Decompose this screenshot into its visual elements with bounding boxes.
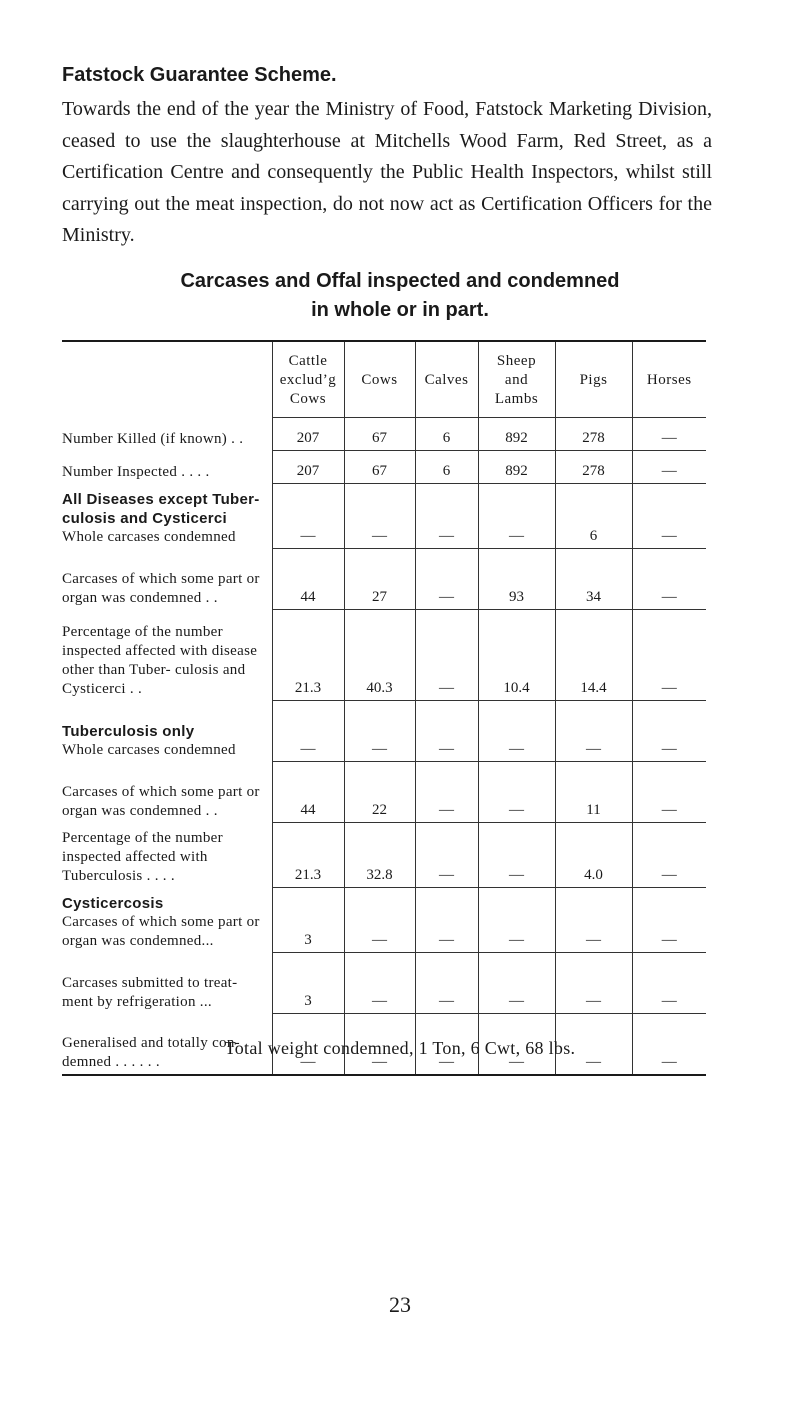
table-cell: — bbox=[632, 451, 706, 484]
table-row bbox=[62, 823, 706, 888]
inspection-table bbox=[62, 340, 706, 1076]
table-cell: 3 bbox=[272, 953, 344, 1014]
table-cell: — bbox=[344, 701, 415, 762]
row-label bbox=[62, 610, 272, 701]
header-cattle: Cattle exclud’g Cows bbox=[272, 341, 344, 418]
row-label bbox=[62, 549, 272, 610]
table-title: Carcases and Offal inspected and condemned bbox=[180, 270, 620, 292]
table-row bbox=[62, 484, 706, 549]
row-label bbox=[62, 418, 272, 451]
table-cell: — bbox=[272, 1014, 344, 1076]
table-cell: — bbox=[344, 888, 415, 953]
row-label-text: Carcases of which some part or organ was condemned . . bbox=[62, 783, 260, 819]
table-header-row bbox=[62, 341, 706, 418]
page-number: 23 bbox=[389, 1292, 411, 1317]
row-label-text: Carcases of which some part or organ was condemned... bbox=[62, 913, 260, 949]
table-cell: 44 bbox=[272, 762, 344, 823]
table-cell: 14.4 bbox=[555, 610, 632, 701]
table-cell: — bbox=[632, 418, 706, 451]
table-cell: — bbox=[478, 1014, 555, 1076]
total-weight: Total weight condemned, 1 Ton, 6 Cwt, 68 lbs. bbox=[224, 1038, 576, 1058]
table-cell: — bbox=[632, 549, 706, 610]
table-cell: 40.3 bbox=[344, 610, 415, 701]
table-cell: — bbox=[415, 888, 478, 953]
header-sheep: Sheep and Lambs bbox=[478, 341, 555, 418]
table-cell: — bbox=[478, 953, 555, 1014]
row-label bbox=[62, 823, 272, 888]
table-row bbox=[62, 549, 706, 610]
table-cell: — bbox=[344, 484, 415, 549]
section-heading: Fatstock Guarantee Scheme. bbox=[62, 64, 337, 86]
body-paragraph: Towards the end of the year the Ministry of Food, Fatstock Marketing Division, ceased to use the slaughterhouse at Mitchells Wood Farm, Red Street, as a Certification Centre and consequently the Public Health Inspectors, whilst still carrying out the meat inspection, do not now act as Certification Officers for the Ministry. bbox=[62, 98, 712, 246]
row-label bbox=[62, 451, 272, 484]
table-cell: — bbox=[632, 484, 706, 549]
row-label bbox=[62, 953, 272, 1014]
row-label-text: Number Killed (if known) . . bbox=[62, 430, 244, 447]
table-cell: 4.0 bbox=[555, 823, 632, 888]
row-label bbox=[62, 484, 272, 549]
table-row bbox=[62, 888, 706, 953]
table-cell: 6 bbox=[415, 451, 478, 484]
row-label-text: Carcases submitted to treat- ment by refrigeration ... bbox=[62, 974, 238, 1010]
table-cell: — bbox=[632, 762, 706, 823]
table-row bbox=[62, 953, 706, 1014]
table-cell: 3 bbox=[272, 888, 344, 953]
table-cell: 67 bbox=[344, 418, 415, 451]
table-cell: 21.3 bbox=[272, 610, 344, 701]
table-cell: 67 bbox=[344, 451, 415, 484]
row-label-text: Whole carcases condemned bbox=[62, 528, 236, 545]
header-cows: Cows bbox=[344, 341, 415, 418]
row-label-text: Whole carcases condemned bbox=[62, 741, 236, 758]
row-label-text: Percentage of the number inspected affected with Tuberculosis . . . . bbox=[62, 829, 223, 884]
table-cell: — bbox=[478, 823, 555, 888]
table-cell: 44 bbox=[272, 549, 344, 610]
table-cell: 27 bbox=[344, 549, 415, 610]
table-cell: — bbox=[415, 1014, 478, 1076]
table-cell: 11 bbox=[555, 762, 632, 823]
table-cell: — bbox=[632, 610, 706, 701]
table-cell: — bbox=[415, 762, 478, 823]
row-section-heading: Cysticercosis bbox=[62, 894, 164, 912]
row-label bbox=[62, 888, 272, 953]
table-cell: — bbox=[632, 701, 706, 762]
table-cell: — bbox=[478, 762, 555, 823]
table-cell: — bbox=[415, 823, 478, 888]
table-cell: 278 bbox=[555, 418, 632, 451]
row-label-text: Carcases of which some part or organ was condemned . . bbox=[62, 570, 260, 606]
header-horses: Horses bbox=[632, 341, 706, 418]
row-label-text: Number Inspected . . . . bbox=[62, 463, 210, 480]
table-cell: 34 bbox=[555, 549, 632, 610]
table-cell: — bbox=[415, 484, 478, 549]
table-cell: — bbox=[555, 888, 632, 953]
table-row bbox=[62, 418, 706, 451]
table-cell: 6 bbox=[415, 418, 478, 451]
table-cell: — bbox=[555, 1014, 632, 1076]
header-calves: Calves bbox=[415, 341, 478, 418]
table-cell: — bbox=[632, 1014, 706, 1076]
table-cell: — bbox=[415, 549, 478, 610]
row-label bbox=[62, 762, 272, 823]
table-cell: — bbox=[344, 1014, 415, 1076]
table-row bbox=[62, 610, 706, 701]
row-label bbox=[62, 701, 272, 762]
table-row bbox=[62, 451, 706, 484]
table-cell: — bbox=[632, 823, 706, 888]
table-cell: — bbox=[344, 953, 415, 1014]
table-cell: — bbox=[555, 701, 632, 762]
table-cell: 21.3 bbox=[272, 823, 344, 888]
table-cell: — bbox=[478, 484, 555, 549]
table-row bbox=[62, 762, 706, 823]
table-cell: — bbox=[415, 701, 478, 762]
table-cell: 892 bbox=[478, 418, 555, 451]
table-cell: — bbox=[555, 953, 632, 1014]
table-cell: 278 bbox=[555, 451, 632, 484]
table-cell: — bbox=[632, 888, 706, 953]
table-body bbox=[62, 418, 706, 1076]
table-cell: 10.4 bbox=[478, 610, 555, 701]
table-cell: — bbox=[415, 610, 478, 701]
table-cell: 892 bbox=[478, 451, 555, 484]
header-pigs: Pigs bbox=[555, 341, 632, 418]
table-cell: — bbox=[272, 701, 344, 762]
table-cell: — bbox=[478, 701, 555, 762]
table-cell: 6 bbox=[555, 484, 632, 549]
row-section-heading: All Diseases except Tuber- culosis and Cysticerci bbox=[62, 490, 260, 527]
table-cell: 22 bbox=[344, 762, 415, 823]
table-row bbox=[62, 701, 706, 762]
row-label-text: Percentage of the number inspected affected with disease other than Tuber- culosis and Cysticerci . . bbox=[62, 623, 258, 697]
row-label-text: Generalised and totally con- demned . . . . . . bbox=[62, 1035, 240, 1070]
table-cell: 207 bbox=[272, 418, 344, 451]
table-cell: 32.8 bbox=[344, 823, 415, 888]
table-cell: — bbox=[272, 484, 344, 549]
table-subtitle: in whole or in part. bbox=[311, 299, 489, 321]
table-cell: 207 bbox=[272, 451, 344, 484]
table-cell: — bbox=[415, 953, 478, 1014]
table-cell: — bbox=[632, 953, 706, 1014]
row-section-heading: Tuberculosis only bbox=[62, 722, 195, 740]
header-blank bbox=[62, 341, 272, 418]
table-cell: 93 bbox=[478, 549, 555, 610]
table-cell: — bbox=[478, 888, 555, 953]
